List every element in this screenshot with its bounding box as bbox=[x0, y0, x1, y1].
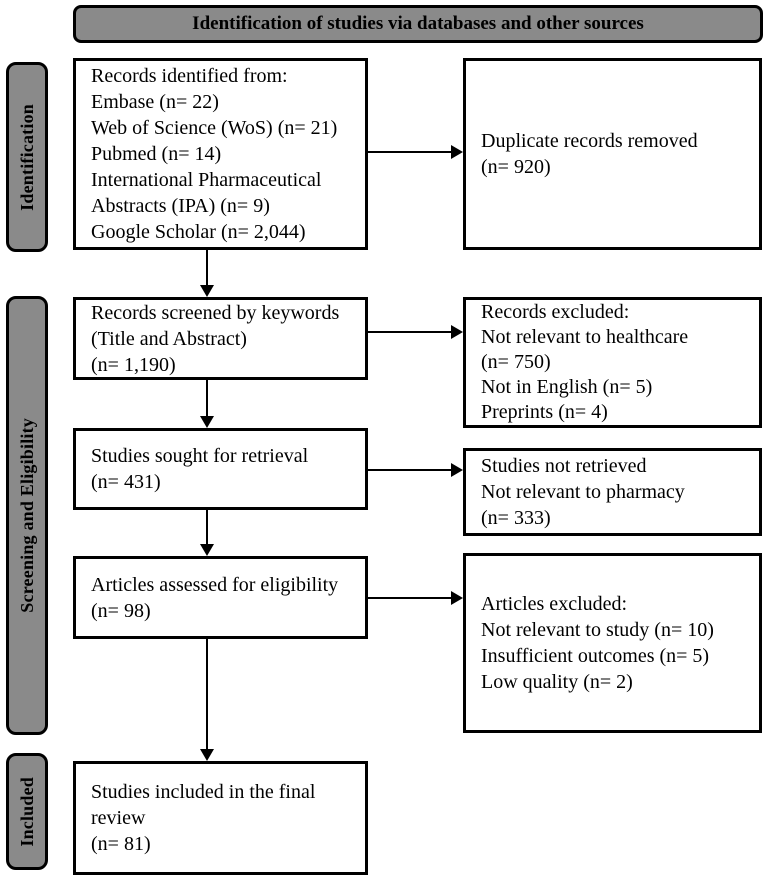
box-studies-sought bbox=[73, 428, 368, 510]
text-line: Web of Science (WoS) (n= 21) bbox=[91, 117, 338, 139]
text-line: (Title and Abstract) bbox=[91, 327, 247, 350]
text-line: Studies included in the final bbox=[91, 781, 316, 803]
text-line: review bbox=[91, 807, 146, 829]
text-line: Not in English (n= 5) bbox=[481, 376, 653, 398]
text-line: Not relevant to pharmacy bbox=[481, 481, 685, 503]
arrow-to-records-excluded-line bbox=[368, 331, 451, 333]
box-records-excluded bbox=[463, 297, 762, 428]
stage-label-included-text: Included bbox=[16, 776, 37, 847]
stage-label-screening-eligibility-text: Screening and Eligibility bbox=[16, 418, 37, 613]
stage-label-included bbox=[6, 753, 48, 870]
box-records-screened bbox=[73, 297, 368, 380]
text-line: Articles excluded: bbox=[481, 593, 628, 615]
text-line: (n= 431) bbox=[91, 471, 161, 493]
text-line: Records excluded: bbox=[481, 301, 630, 323]
text-line: (n= 81) bbox=[91, 833, 151, 855]
box-studies-included bbox=[73, 761, 368, 875]
text-line: (n= 98) bbox=[91, 599, 151, 622]
arrow-screened-to-sought-line bbox=[206, 380, 208, 416]
box-articles-excluded bbox=[463, 553, 762, 733]
text-line: Articles assessed for eligibility bbox=[91, 573, 339, 596]
arrow-sought-to-assessed-head bbox=[200, 544, 214, 556]
text-line: Studies not retrieved bbox=[481, 455, 647, 477]
header-banner bbox=[73, 5, 763, 43]
arrow-to-studies-not-retrieved-head bbox=[451, 463, 463, 477]
text-line: (n= 750) bbox=[481, 351, 551, 373]
text-line: Duplicate records removed bbox=[481, 130, 698, 152]
arrow-to-duplicates-removed-line bbox=[368, 151, 451, 153]
arrow-to-articles-excluded-line bbox=[368, 597, 451, 599]
arrow-to-records-excluded-head bbox=[451, 325, 463, 339]
arrow-to-articles-excluded-head bbox=[451, 591, 463, 605]
text-line: Records screened by keywords bbox=[91, 301, 340, 324]
arrow-identified-to-screened-head bbox=[200, 285, 214, 297]
text-line: International Pharmaceutical bbox=[91, 169, 322, 191]
text-line: Not relevant to study (n= 10) bbox=[481, 619, 714, 641]
stage-label-screening-eligibility bbox=[6, 296, 48, 735]
arrow-assessed-to-included-head bbox=[200, 749, 214, 761]
arrow-to-duplicates-removed-head bbox=[451, 145, 463, 159]
text-line: Not relevant to healthcare bbox=[481, 326, 689, 348]
text-line: (n= 333) bbox=[481, 507, 551, 529]
text-line: Low quality (n= 2) bbox=[481, 671, 633, 693]
text-line: Records identified from: bbox=[91, 65, 288, 87]
text-line: Embase (n= 22) bbox=[91, 91, 219, 113]
text-line: Insufficient outcomes (n= 5) bbox=[481, 645, 710, 667]
arrow-sought-to-assessed-line bbox=[206, 510, 208, 544]
arrow-to-studies-not-retrieved-line bbox=[368, 469, 451, 471]
text-line: Studies sought for retrieval bbox=[91, 445, 309, 467]
text-line: (n= 1,190) bbox=[91, 353, 176, 376]
arrow-identified-to-screened-line bbox=[206, 250, 208, 285]
text-line: Google Scholar (n= 2,044) bbox=[91, 221, 306, 243]
arrow-screened-to-sought-head bbox=[200, 416, 214, 428]
text-line: Preprints (n= 4) bbox=[481, 401, 608, 423]
box-studies-not-retrieved bbox=[463, 448, 762, 536]
text-line: (n= 920) bbox=[481, 156, 551, 178]
box-duplicate-records-removed bbox=[463, 58, 762, 250]
text-line: Abstracts (IPA) (n= 9) bbox=[91, 195, 270, 217]
header-title: Identification of studies via databases and other sources bbox=[192, 13, 644, 34]
arrow-assessed-to-included-line bbox=[206, 639, 208, 749]
stage-label-identification bbox=[6, 62, 48, 252]
stage-label-identification-text: Identification bbox=[16, 103, 37, 211]
text-line: Pubmed (n= 14) bbox=[91, 143, 222, 165]
box-records-identified bbox=[73, 58, 368, 250]
box-articles-assessed bbox=[73, 556, 368, 639]
